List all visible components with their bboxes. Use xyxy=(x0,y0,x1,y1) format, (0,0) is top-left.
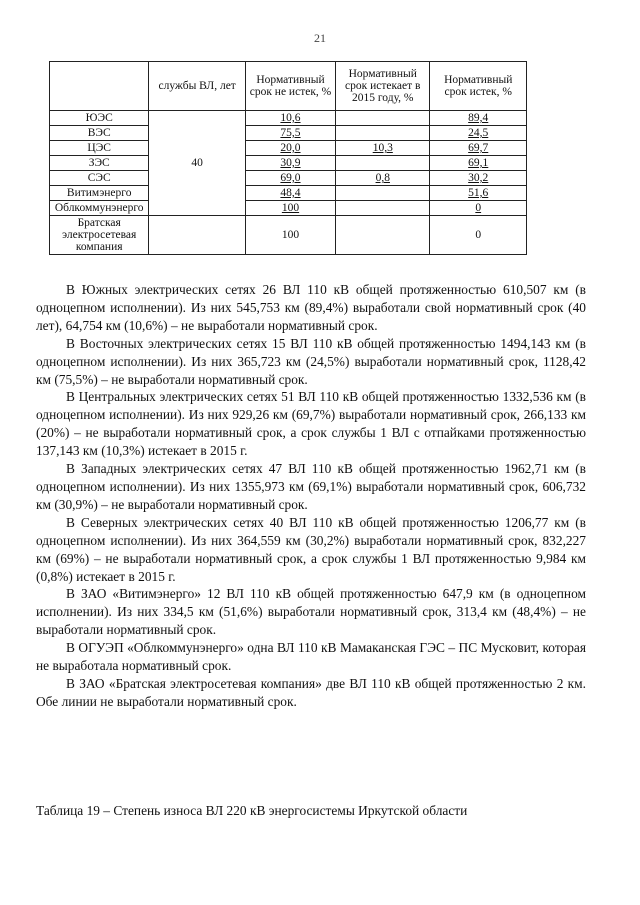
paragraph-bratsk: В ЗАО «Братская электросетевая компания» две ВЛ 110 кВ общей протяженностью 2 км. Обе линии не выработали нормативный срок. xyxy=(36,675,586,709)
wear-table xyxy=(49,61,527,255)
table-row xyxy=(50,216,527,255)
cell-expired: 30,2 xyxy=(430,171,527,186)
paragraph-central: В Центральных электрических сетях 51 ВЛ 110 кВ общей протяженностью 1332,536 км (в одноцепном исполнении). Из них 929,26 км (69,7%) выработали нормативный срок, 266,133 км (20%) – не выработали нормативный срок, а срок службы 1 ВЛ с отпайками протяженностью 137,143 км (10,3%) истекает в 2015 г. xyxy=(36,389,586,459)
cell-expired: 0 xyxy=(430,216,527,255)
row-name: СЭС xyxy=(50,171,149,186)
table-row xyxy=(50,111,527,126)
table-row xyxy=(50,126,527,141)
cell-expires-2015 xyxy=(336,111,430,126)
paragraph-north: В Северных электрических сетях 40 ВЛ 110 кВ общей протяженностью 1206,77 км (в одноцепном исполнении). Из них 364,559 км (30,2%) выработали нормативный срок, 832,227 км (69%) – не выработали нормативный срок, а срок службы 1 ВЛ протяженностью 9,984 км (0,8%) истекает в 2015 г. xyxy=(36,514,586,584)
page-number: 21 xyxy=(314,31,326,45)
cell-expires-2015: 0,8 xyxy=(336,171,430,186)
cell-expired: 69,7 xyxy=(430,141,527,156)
table-row xyxy=(50,156,527,171)
header-expires-2015: Нормативный срок истекает в 2015 году, % xyxy=(336,62,430,111)
service-years: 40 xyxy=(149,111,246,216)
header-expired: Нормативный срок истек, % xyxy=(430,62,527,111)
cell-not-expired: 100 xyxy=(245,201,335,216)
table-caption: Таблица 19 – Степень износа ВЛ 220 кВ энергосистемы Иркутской области xyxy=(36,803,468,818)
cell-not-expired: 69,0 xyxy=(245,171,335,186)
cell-not-expired: 75,5 xyxy=(245,126,335,141)
cell-not-expired: 48,4 xyxy=(245,186,335,201)
cell-expires-2015 xyxy=(336,216,430,255)
row-name: ЦЭС xyxy=(50,141,149,156)
cell-expired: 89,4 xyxy=(430,111,527,126)
cell-not-expired: 100 xyxy=(245,216,335,255)
cell-expired: 51,6 xyxy=(430,186,527,201)
row-name: Облкоммунэнерго xyxy=(50,201,149,216)
cell-expires-2015 xyxy=(336,126,430,141)
row-name: ВЭС xyxy=(50,126,149,141)
cell-not-expired: 30,9 xyxy=(245,156,335,171)
table-row xyxy=(50,171,527,186)
cell-expires-2015 xyxy=(336,186,430,201)
body-text xyxy=(36,281,586,711)
service-years-empty xyxy=(149,216,246,255)
table-row xyxy=(50,186,527,201)
table-row xyxy=(50,201,527,216)
paragraph-east: В Восточных электрических сетях 15 ВЛ 110 кВ общей протяженностью 1494,143 км (в одноцепном исполнении). Из них 365,723 км (24,5%) выработали нормативный срок, 1128,42 км (75,5%) – не выработали нормативный срок. xyxy=(36,335,586,387)
row-name: Братская электросетевая компания xyxy=(50,216,149,255)
cell-expired: 69,1 xyxy=(430,156,527,171)
cell-not-expired: 20,0 xyxy=(245,141,335,156)
cell-not-expired: 10,6 xyxy=(245,111,335,126)
header-years: службы ВЛ, лет xyxy=(149,62,246,111)
paragraph-oblkommunenergo: В ОГУЭП «Облкоммунэнерго» одна ВЛ 110 кВ Мамаканская ГЭС – ПС Мусковит, которая не выработала нормативный срок. xyxy=(36,640,586,674)
paragraph-vitimenergo: В ЗАО «Витимэнерго» 12 ВЛ 110 кВ общей протяженностью 647,9 км (в одноцепном исполнении). Из них 334,5 км (51,6%) выработали нормативный срок, 313,4 км (48,4%) – не выработали нормативный срок. xyxy=(36,586,586,638)
cell-expired: 0 xyxy=(430,201,527,216)
row-name: ЮЭС xyxy=(50,111,149,126)
cell-expires-2015 xyxy=(336,201,430,216)
table-row xyxy=(50,141,527,156)
header-name xyxy=(50,62,149,111)
cell-expires-2015: 10,3 xyxy=(336,141,430,156)
row-name: ЗЭС xyxy=(50,156,149,171)
paragraph-south: В Южных электрических сетях 26 ВЛ 110 кВ общей протяженностью 610,507 км (в одноцепном исполнении). Из них 545,753 км (89,4%) выработали свой нормативный срок (40 лет), 64,754 км (10,6%) – не выработали нормативный срок. xyxy=(36,282,586,333)
cell-expires-2015 xyxy=(336,156,430,171)
cell-expired: 24,5 xyxy=(430,126,527,141)
header-not-expired: Нормативный срок не истек, % xyxy=(245,62,335,111)
paragraph-west: В Западных электрических сетях 47 ВЛ 110 кВ общей протяженностью 1962,71 км (в одноцепном исполнении). Из них 1355,973 км (69,1%) выработали нормативный срок, 606,732 км (30,9%) – не выработали нормативный срок. xyxy=(36,461,586,512)
table-header-row xyxy=(50,62,527,111)
row-name: Витимэнерго xyxy=(50,186,149,201)
